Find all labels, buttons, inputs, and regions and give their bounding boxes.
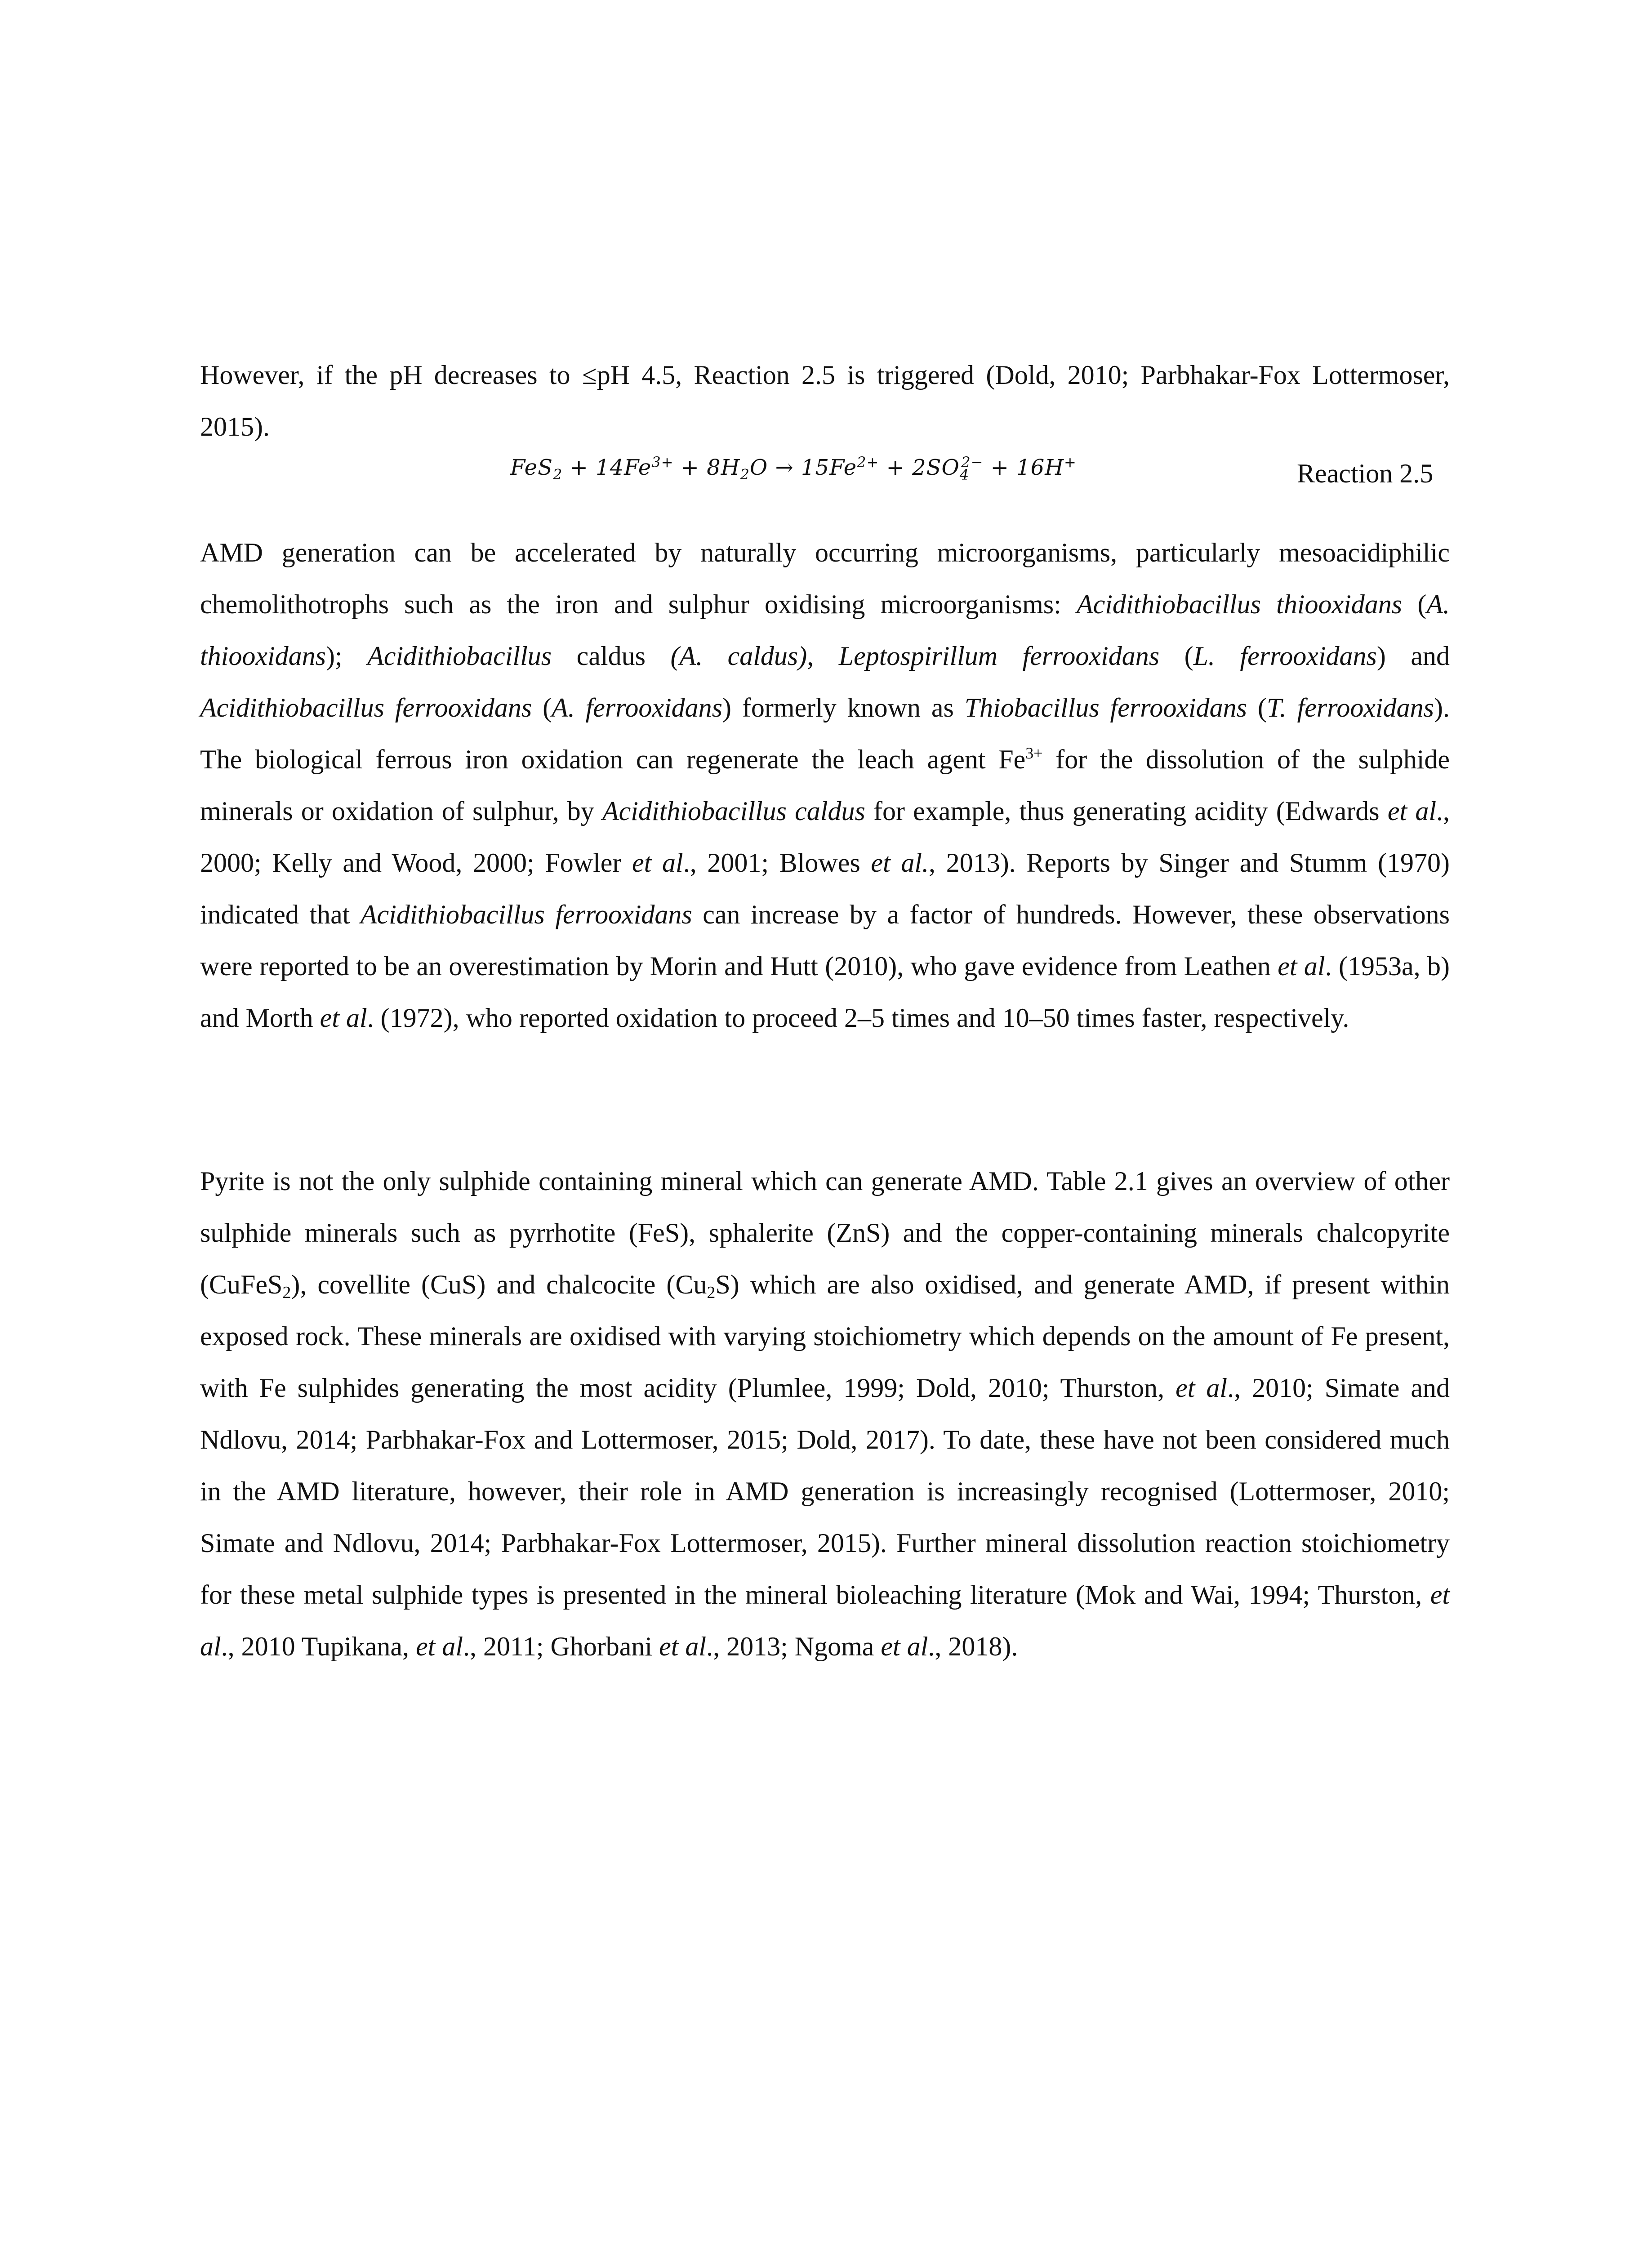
organism-name: Acidithiobacillus: [367, 641, 552, 671]
et-al: et al: [200, 1580, 1450, 1661]
paragraph-text: ., 2013; Ngoma: [706, 1632, 881, 1661]
et-al: et al.: [871, 848, 929, 878]
et-al: et al: [659, 1632, 707, 1661]
paragraph-text: AMD generation can be accelerated by naturally occurring microorganisms, particularly mesoacidiphilic chemolithotrophs such as the iron and sulphur oxidising microorganisms:: [200, 538, 1450, 619]
eq-term: + 14Fe: [562, 455, 652, 480]
paragraph-text: ., 2018).: [928, 1632, 1018, 1661]
paragraph-text: (: [1402, 589, 1427, 619]
organism-name: Leptospirillum ferrooxidans: [838, 641, 1160, 671]
eq-subscript: 2: [552, 466, 563, 483]
eq-superscript: 2−: [961, 454, 984, 471]
organism-abbreviation: (A. caldus): [670, 641, 807, 671]
paragraph-text: can increase by a factor of hundreds. However, these observations were reported to be an overestimation by Morin and Hutt (2010), who gave evidence from Leathen: [200, 900, 1450, 981]
eq-term: + 16H: [983, 455, 1064, 480]
paragraph-text: (: [1247, 693, 1267, 723]
organism-name: Acidithiobacillus thiooxidans: [1076, 589, 1403, 619]
paragraph-text: . (1972), who reported oxidation to proceed 2–5 times and 10–50 times faster, respectively.: [367, 1003, 1349, 1033]
paragraph-text: ), covellite (CuS) and chalcocite (Cu: [291, 1270, 707, 1299]
formula-subscript: 2: [282, 1283, 291, 1302]
paragraph-text: ., 2000; Kelly and Wood, 2000; Fowler: [200, 796, 1450, 878]
paragraph-text: However, if the pH decreases to ≤pH 4.5, Reaction 2.5 is triggered (Dold, 2010; Parbhakar-Fox Lottermoser, 2015).: [200, 360, 1450, 442]
et-al: et al: [632, 848, 683, 878]
eq-subscript: 2: [740, 466, 750, 483]
et-al: et al: [1387, 796, 1436, 826]
eq-superscript: 3+: [651, 454, 674, 471]
eq-term: FeS: [510, 455, 553, 480]
eq-superscript: +: [1064, 454, 1077, 471]
eq-term: + 2SO: [879, 455, 960, 480]
et-al: et al: [1278, 951, 1325, 981]
paragraph-text: ) and: [1376, 641, 1450, 671]
paragraph-text: ., 2001; Blowes: [683, 848, 871, 878]
eq-term: + 8H: [673, 455, 740, 480]
et-al: et al: [881, 1632, 928, 1661]
organism-name: Thiobacillus ferrooxidans: [964, 693, 1247, 723]
paragraph-intro: [200, 349, 1450, 453]
paragraph-text: ., 2011; Ghorbani: [463, 1632, 659, 1661]
organism-abbreviation: A. ferrooxidans: [552, 693, 723, 723]
formula-subscript: 2: [707, 1283, 716, 1302]
paragraph-text: . (1953a, b) and Morth: [200, 951, 1450, 1033]
paragraph-text: );: [326, 641, 368, 671]
paragraph-text: for the dissolution of the sulphide minerals or oxidation of sulphur, by: [200, 745, 1450, 826]
paragraph-microorganisms: [200, 527, 1450, 1044]
organism-name: Acidithiobacillus ferrooxidans: [360, 900, 692, 929]
paragraph-sulphide-minerals: [200, 1155, 1450, 1673]
eq-superscript: 2+: [857, 454, 879, 471]
eq-term: O → 15Fe: [749, 455, 857, 480]
organism-name: Acidithiobacillus caldus: [602, 796, 865, 826]
equation-formula: [510, 454, 1077, 483]
equation-label: Reaction 2.5: [1297, 459, 1434, 488]
paragraph-text: ., 2010 Tupikana,: [221, 1632, 416, 1661]
paragraph-text: ) formerly known as: [722, 693, 965, 723]
paragraph-text: for example, thus generating acidity (Edwards: [865, 796, 1388, 826]
paragraph-text: Pyrite is not the only sulphide containing mineral which can generate AMD. Table 2.1 gives an overview of other sulphide minerals such as pyrrhotite (FeS), sphalerite (ZnS) and the copper-containing minerals chalcopyrite (CuFeS: [200, 1166, 1450, 1299]
paragraph-text: (: [532, 693, 552, 723]
reaction-equation: [0, 454, 1652, 499]
et-al: et al: [1176, 1373, 1228, 1403]
organism-abbreviation: L. ferrooxidans: [1193, 641, 1377, 671]
paragraph-text: caldus: [552, 641, 671, 671]
paragraph-text: ., 2010; Simate and Ndlovu, 2014; Parbhakar-Fox and Lottermoser, 2015; Dold, 2017). To date, these have not been considered much in the AMD literature, however, their role in AMD generation is increasingly recognised (Lottermoser, 2010; Simate and Ndlovu, 2014; Parbhakar-Fox Lottermoser, 2015). Further mineral dissolution reaction stoichiometry for these metal sulphide types is presented in the mineral bioleaching literature (Mok and Wai, 1994; Thurston,: [200, 1373, 1450, 1610]
paragraph-text: ,: [807, 641, 839, 671]
organism-abbreviation: A. thiooxidans: [200, 589, 1450, 671]
organism-name: Acidithiobacillus ferrooxidans: [200, 693, 532, 723]
eq-subscript: 4: [959, 466, 970, 483]
organism-abbreviation: T. ferrooxidans: [1266, 693, 1434, 723]
paragraph-text: S) which are also oxidised, and generate AMD, if present within exposed rock. These minerals are oxidised with varying stoichiometry which depends on the amount of Fe present, with Fe sulphides generating the most acidity (Plumlee, 1999; Dold, 2010; Thurston,: [200, 1270, 1450, 1403]
paragraph-text: , 2013). Reports by Singer and Stumm (1970) indicated that: [200, 848, 1450, 929]
et-al: et al: [320, 1003, 367, 1033]
paragraph-text: ). The biological ferrous iron oxidation can regenerate the leach agent Fe: [200, 693, 1450, 774]
ion-charge: 3+: [1025, 744, 1043, 762]
et-al: et al: [416, 1632, 463, 1661]
paragraph-text: (: [1159, 641, 1193, 671]
